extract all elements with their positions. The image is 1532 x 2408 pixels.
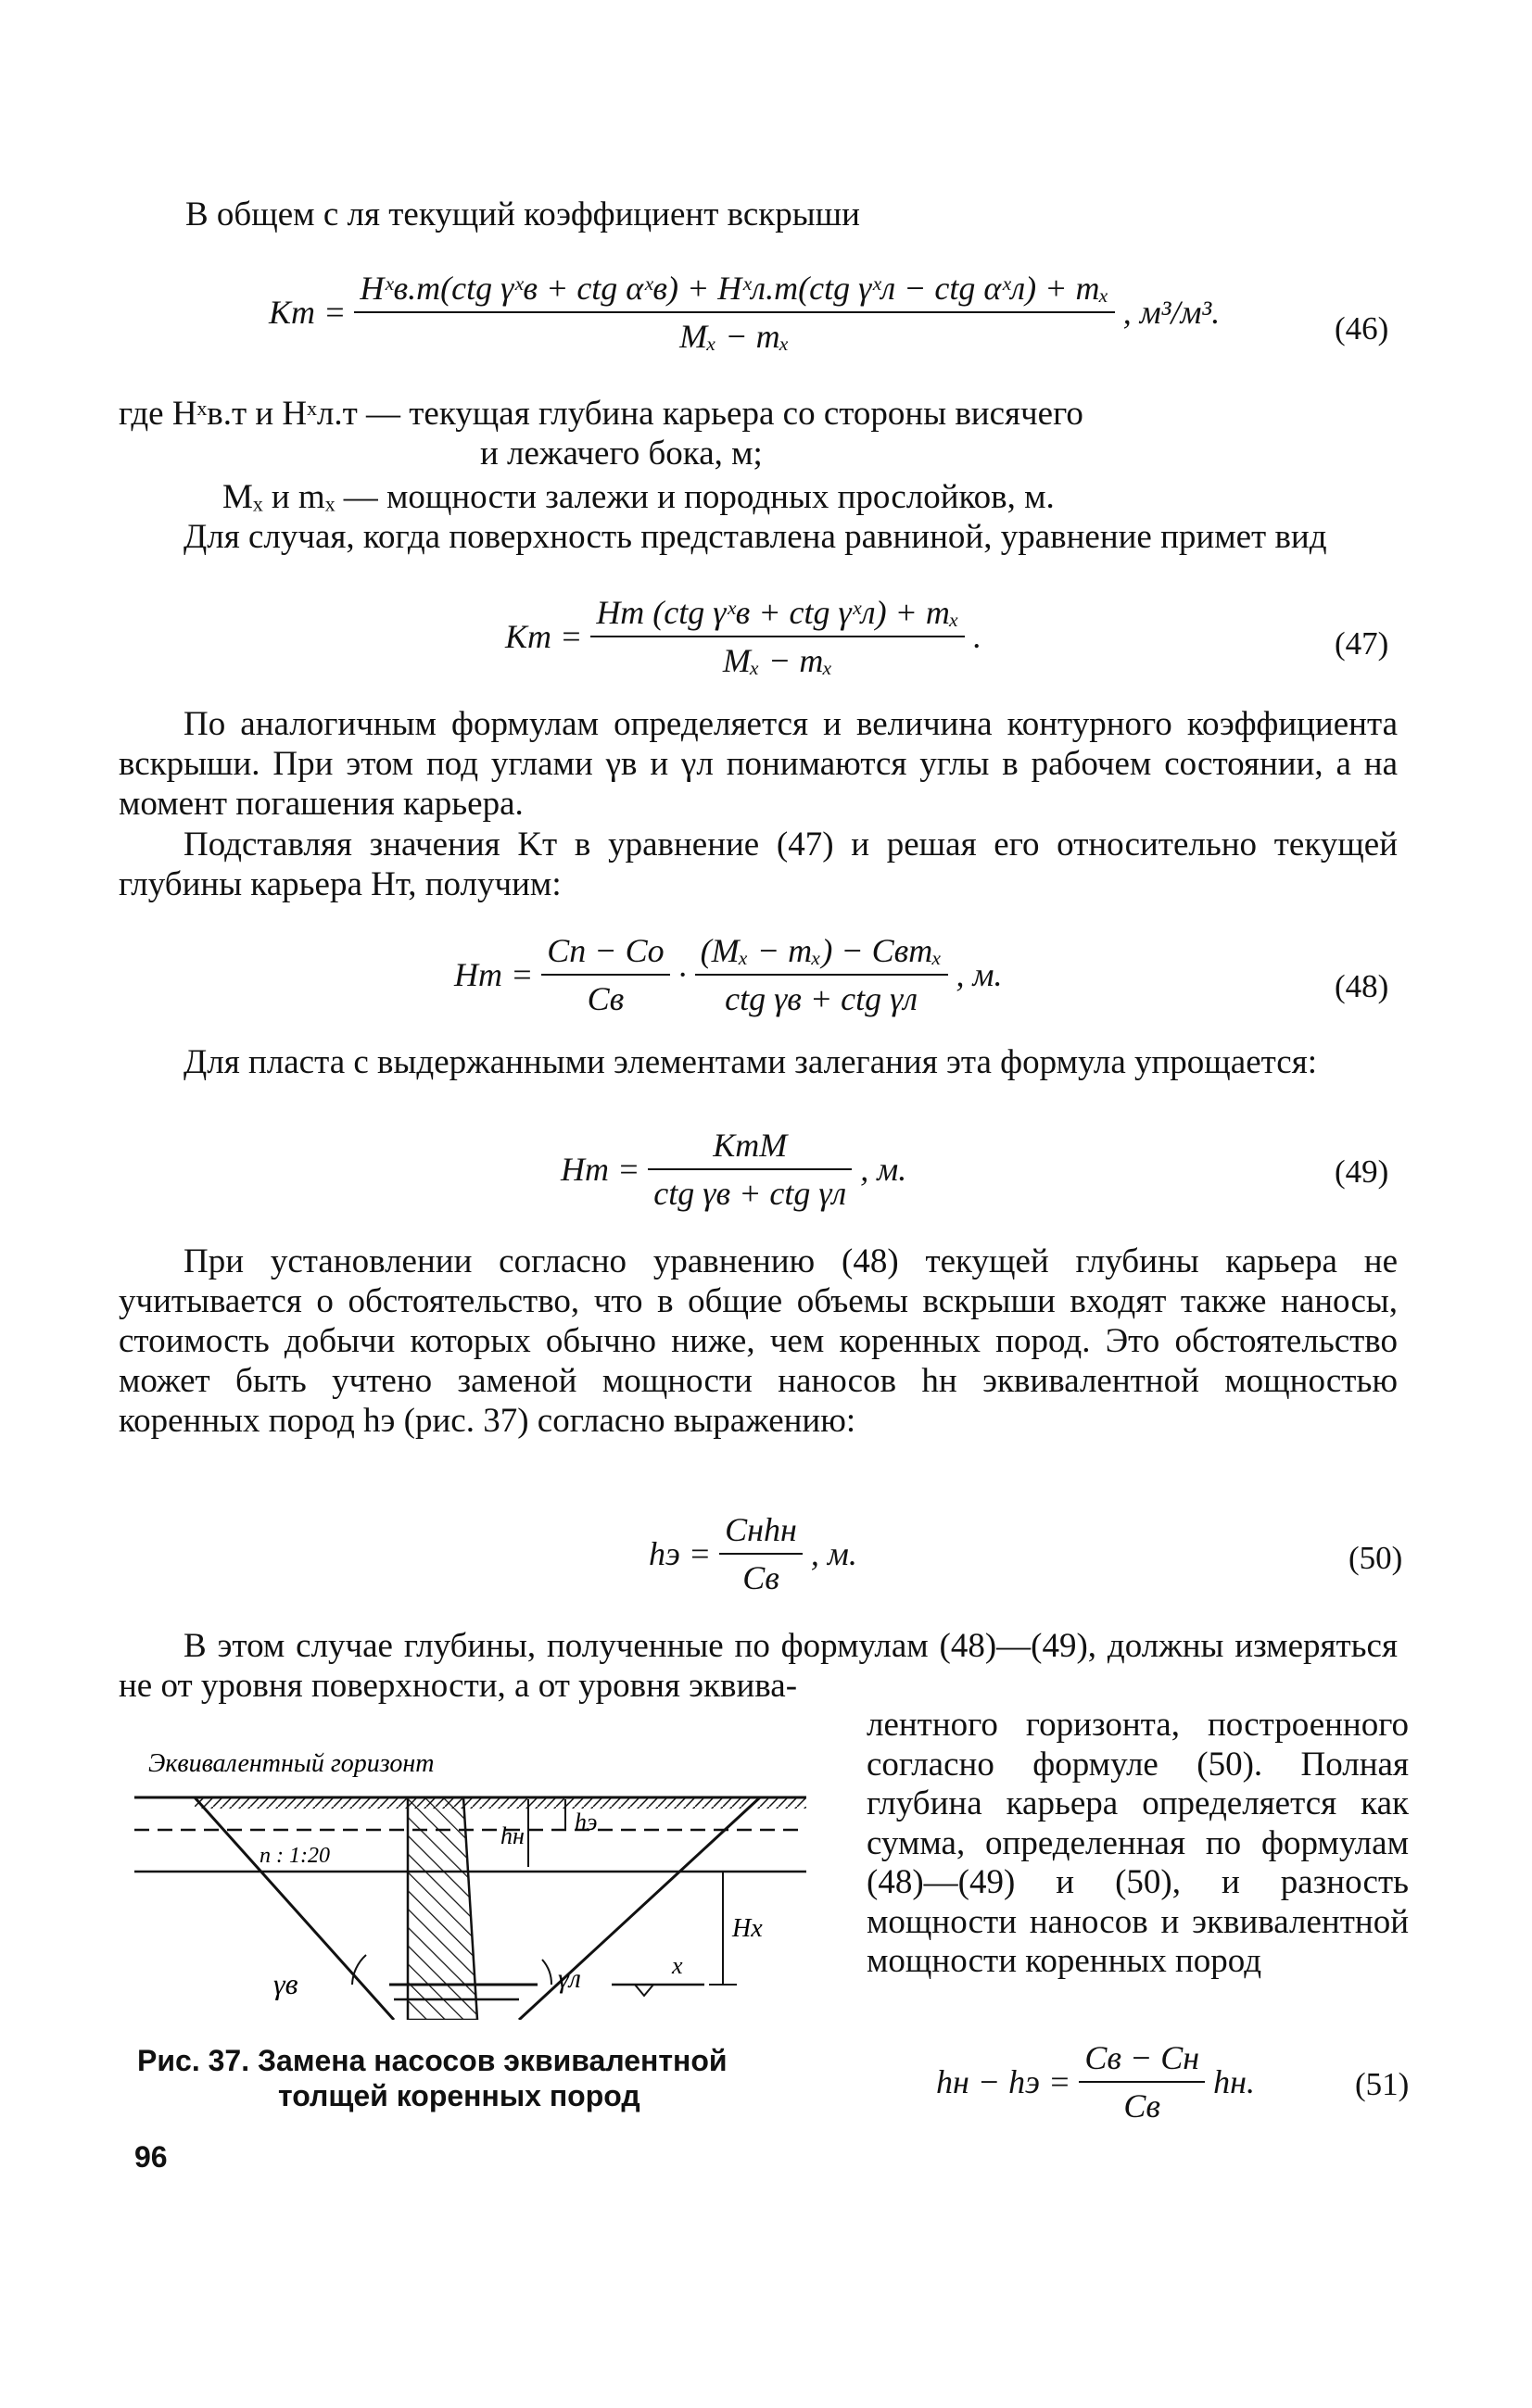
formula-47 bbox=[505, 593, 981, 680]
equation-number-49: (49) bbox=[1335, 1154, 1389, 1190]
paragraph-6-side: лентного горизонта, построенного согласно формуле (50). Полная глубина карьера определяется как сумма, определенная по формулам (48)—(49) и (50), и разность мощности наносов и эквивалентной мощности коренных пород bbox=[867, 1706, 1409, 1980]
figure-37-diagram bbox=[130, 1742, 816, 2020]
formula-50-denominator: Cв bbox=[742, 1559, 779, 1596]
formula-51-fraction bbox=[1079, 2038, 1205, 2125]
formula-48-lhs: Hт = bbox=[454, 956, 534, 993]
formula-46 bbox=[269, 269, 1220, 356]
figure-label-gamma-v: γв bbox=[273, 1967, 298, 2000]
formula-48 bbox=[454, 931, 1003, 1018]
definition-line-2: и лежачего бока, м; bbox=[480, 435, 763, 473]
definition-line-1: где Hˣв.т и Hˣл.т — текущая глубина карьера со стороны висячего bbox=[119, 395, 1083, 433]
formula-50-fraction bbox=[719, 1510, 803, 1597]
paragraph-6-full: В этом случае глубины, полученные по формулам (48)—(49), должны измеряться не от уровня поверхности, а от уровня эквива- bbox=[119, 1627, 1398, 1705]
formula-49-denominator: ctg γв + ctg γл bbox=[653, 1175, 847, 1212]
formula-49-lhs: Hт = bbox=[561, 1151, 640, 1188]
formula-50 bbox=[649, 1510, 857, 1597]
overburden-layer bbox=[195, 1797, 806, 1809]
formula-49-fraction bbox=[648, 1126, 852, 1213]
paragraph-2: По аналогичным формулам определяется и величина контурного коэффициента вскрыши. При этом под углами γв и γл понимаются углы в рабочем состоянии, а на момент погашения карьера. bbox=[119, 705, 1398, 823]
formula-48-fraction-2-numerator: (Mₓ − mₓ) − Cвmₓ bbox=[695, 931, 948, 976]
formula-48-fraction-2-denominator: ctg γв + ctg γл bbox=[725, 980, 918, 1017]
formula-47-denominator: Mₓ − mₓ bbox=[722, 642, 833, 679]
angle-arc-gl bbox=[542, 1960, 551, 1985]
formula-46-denominator: Mₓ − mₓ bbox=[679, 318, 790, 355]
intro-line: В общем с ля текущий коэффициент вскрыши bbox=[185, 195, 860, 233]
paragraph-1: Для случая, когда поверхность представлена равниной, уравнение примет вид bbox=[184, 518, 1327, 556]
formula-51-numerator: Cв − Cн bbox=[1079, 2038, 1205, 2083]
formula-50-lhs: hэ = bbox=[649, 1535, 712, 1572]
formula-49 bbox=[561, 1126, 906, 1213]
equation-number-48: (48) bbox=[1335, 968, 1389, 1004]
figure-label-equivalent-horizon: Эквивалентный горизонт bbox=[148, 1749, 435, 1778]
figure-label-hn: hн bbox=[500, 1822, 525, 1849]
page-number: 96 bbox=[134, 2140, 168, 2174]
formula-51-lhs: hн − hэ = bbox=[936, 2063, 1071, 2100]
paragraph-3: Подставляя значения Kт в уравнение (47) и решая его относительно текущей глубины карьера Hт, получим: bbox=[119, 826, 1398, 903]
level-mark-triangle bbox=[635, 1985, 653, 1996]
equation-number-51: (51) bbox=[1355, 2066, 1410, 2102]
formula-48-dot: · bbox=[677, 956, 687, 993]
formula-47-numerator: Hт (ctg γˣв + ctg γˣл) + mₓ bbox=[590, 593, 965, 637]
formula-51-rhs: hн. bbox=[1213, 2063, 1255, 2100]
formula-48-fraction-2 bbox=[695, 931, 948, 1018]
equation-number-46: (46) bbox=[1335, 310, 1389, 347]
definition-line-3: Mₓ и mₓ — мощности залежи и породных прослойков, м. bbox=[222, 478, 1055, 516]
formula-49-numerator: KтM bbox=[648, 1126, 852, 1170]
formula-51 bbox=[936, 2038, 1255, 2125]
paragraph-4: Для пласта с выдержанными элементами залегания эта формула упрощается: bbox=[184, 1043, 1317, 1081]
formula-48-fraction-1-denominator: Cв bbox=[587, 980, 625, 1017]
figure-caption-line-1: Рис. 37. Замена насосов эквивалентной bbox=[137, 2044, 728, 2077]
formula-48-fraction-1 bbox=[541, 931, 669, 1018]
formula-51-denominator: Cв bbox=[1123, 2087, 1161, 2124]
figure-label-gamma-l: γл bbox=[558, 1963, 581, 1994]
formula-48-fraction-1-numerator: Cп − Cо bbox=[541, 931, 669, 976]
formula-50-unit: , м. bbox=[810, 1535, 857, 1572]
formula-46-lhs: Kт = bbox=[269, 294, 347, 331]
figure-label-x: x bbox=[672, 1952, 683, 1979]
formula-46-fraction bbox=[354, 269, 1114, 356]
formula-47-fraction bbox=[590, 593, 965, 680]
formula-50-numerator: Cнhн bbox=[719, 1510, 803, 1555]
figure-label-he: hэ bbox=[575, 1809, 598, 1835]
figure-label-hx: Hx bbox=[732, 1914, 763, 1943]
equation-number-50: (50) bbox=[1348, 1540, 1403, 1576]
paragraph-5: При установлении согласно уравнению (48) текущей глубины карьера не учитывается о обстоятельство, что в общие объемы вскрыши входят также наносы, стоимость добычи которых обычно ниже, чем коренных пород. Это обстоятельство может быть учтено заменой мощности наносов hн эквивалентной мощностью коренных пород hэ (рис. 37) согласно выражению: bbox=[119, 1242, 1398, 1440]
formula-46-numerator: Hˣв.т(ctg γˣв + ctg αˣв) + Hˣл.т(ctg γˣл − ctg αˣл) + mₓ bbox=[354, 269, 1114, 313]
formula-48-unit: , м. bbox=[956, 956, 1003, 993]
formula-47-lhs: Kт = bbox=[505, 618, 583, 655]
figure-caption-line-2: толщей коренных пород bbox=[278, 2079, 640, 2112]
equation-number-47: (47) bbox=[1335, 625, 1389, 662]
formula-49-unit: , м. bbox=[860, 1151, 907, 1188]
figure-label-layer: п : 1:20 bbox=[260, 1844, 330, 1868]
formula-46-unit: , м³/м³. bbox=[1122, 294, 1221, 331]
formula-47-unit: . bbox=[973, 618, 982, 655]
